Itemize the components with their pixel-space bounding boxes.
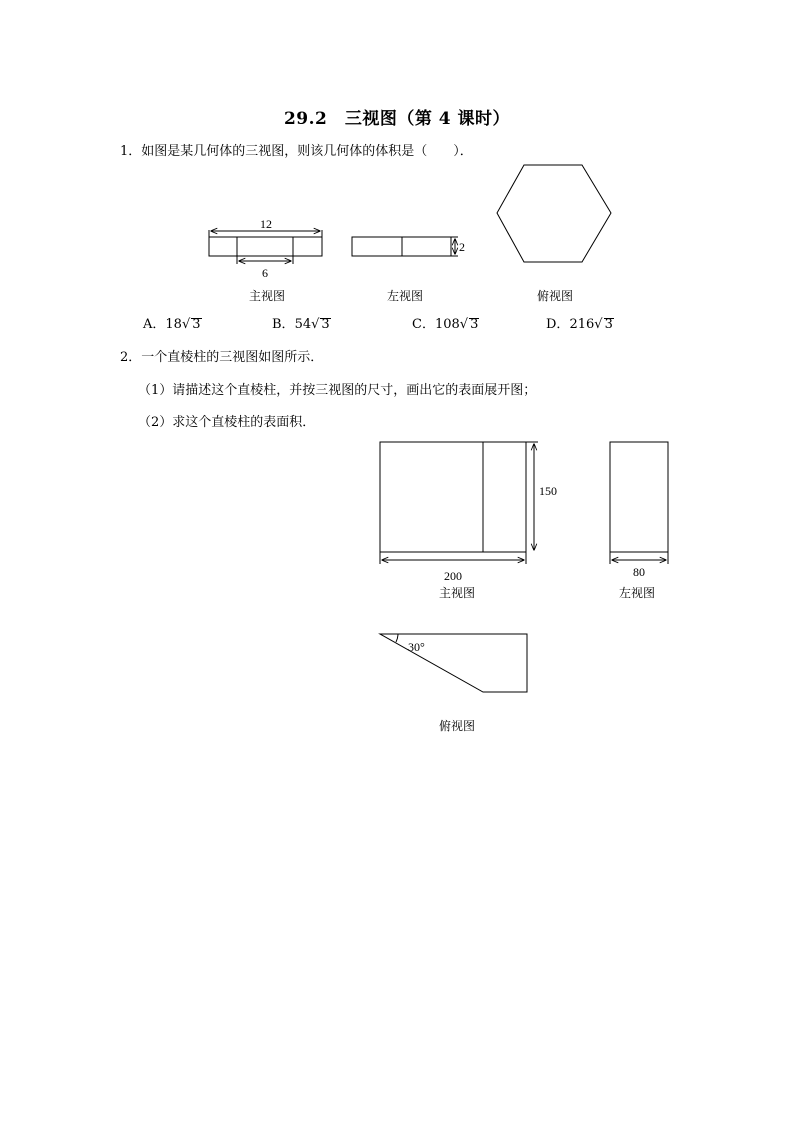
q2-left-view xyxy=(610,442,668,564)
option-b xyxy=(272,313,331,332)
option-d xyxy=(546,313,614,332)
q1-top-width-label: 12 xyxy=(260,217,272,231)
q2-depth-label: 80 xyxy=(633,565,645,579)
q2-front-caption: 主视图 xyxy=(439,586,476,600)
question-2-part-2: （2）求这个直棱柱的表面积． xyxy=(138,415,316,430)
question-1-stem: 1．如图是某几何体的三视图，则该几何体的体积是（ ）． xyxy=(120,144,473,159)
option-label: A． xyxy=(143,317,166,332)
option-c xyxy=(412,313,479,332)
q2-top-view xyxy=(380,634,527,692)
q1-height-label: 2 xyxy=(459,240,465,254)
option-coef: 18 xyxy=(165,317,182,332)
q2-left-caption: 左视图 xyxy=(619,586,656,600)
q1-front-caption: 主视图 xyxy=(249,289,286,303)
option-label: C． xyxy=(412,317,435,332)
option-a xyxy=(143,313,202,332)
q1-top-caption: 俯视图 xyxy=(537,289,574,303)
option-radicand: 3 xyxy=(192,317,201,332)
sqrt-icon: √ xyxy=(594,317,603,332)
sqrt-icon: √ xyxy=(311,317,320,332)
q1-left-view xyxy=(352,237,458,256)
option-label: D． xyxy=(546,317,570,332)
question-2-part-1: （1）请描述这个直棱柱，并按三视图的尺寸，画出它的表面展开图； xyxy=(138,383,537,398)
q1-front-view xyxy=(209,230,322,264)
option-coef: 54 xyxy=(294,317,312,332)
q2-angle-label: 30° xyxy=(408,640,425,654)
option-radicand: 3 xyxy=(470,317,479,332)
option-radicand: 3 xyxy=(321,317,330,332)
q2-width-label: 200 xyxy=(444,569,462,583)
option-radicand: 3 xyxy=(604,317,613,332)
option-coef: 108 xyxy=(434,317,460,332)
sqrt-icon: √ xyxy=(459,317,469,332)
q1-top-view-hexagon xyxy=(497,165,611,262)
q2-top-caption: 俯视图 xyxy=(439,719,476,733)
q1-inner-width-label: 6 xyxy=(262,266,268,280)
page-title: 29.2 三视图（第 4 课时） xyxy=(283,109,511,129)
q1-left-caption: 左视图 xyxy=(387,289,424,303)
q2-front-view xyxy=(380,442,538,564)
q2-height-label: 150 xyxy=(539,484,557,498)
sqrt-icon: √ xyxy=(181,317,191,332)
option-coef: 216 xyxy=(569,317,595,332)
option-label: B． xyxy=(272,317,295,332)
question-2-stem: 2．一个直棱柱的三视图如图所示． xyxy=(120,350,324,365)
